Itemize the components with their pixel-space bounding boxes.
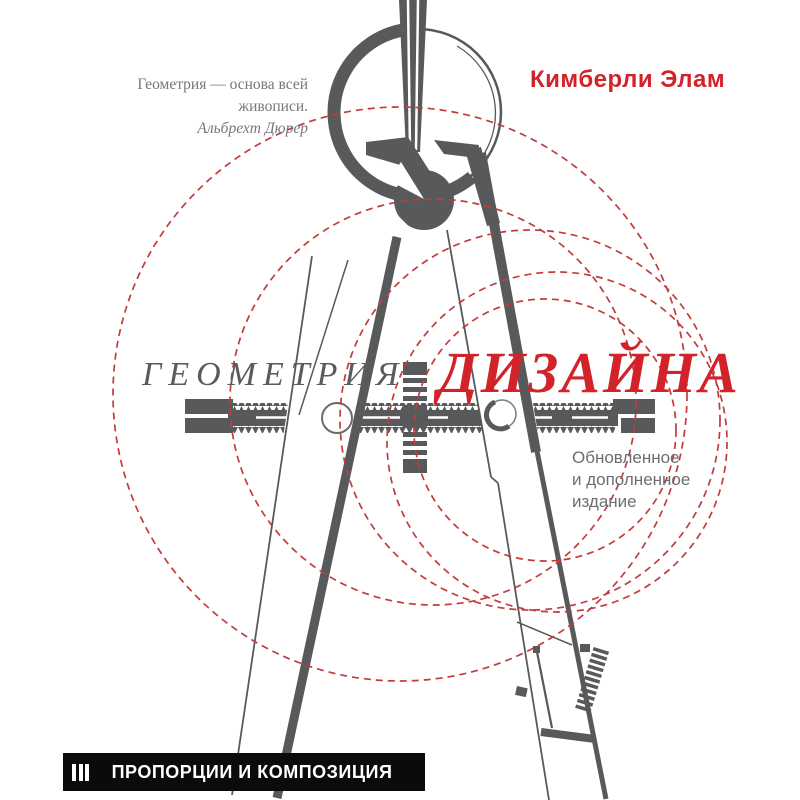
edition-line: Обновленное — [572, 448, 680, 467]
publisher-logo-icon — [72, 764, 89, 781]
title-word-design: ДИЗАЙНА — [438, 340, 741, 405]
edition-note — [572, 447, 690, 513]
epigraph-text: Геометрия — основа всей живописи. — [137, 76, 308, 115]
series-bar — [63, 753, 425, 791]
author-name: Кимберли Элам — [530, 66, 726, 93]
title-word-geometry: ГЕОМЕТРИЯ — [142, 356, 406, 393]
adjusting-nut-left — [322, 403, 352, 433]
edition-line: и дополненное — [572, 470, 691, 489]
epigraph — [70, 74, 308, 140]
series-title: ПРОПОРЦИИ И КОМПОЗИЦИЯ — [111, 761, 393, 782]
compass-left-leg — [230, 232, 400, 800]
epigraph-attribution: Альбрехт Дюрер — [197, 120, 308, 137]
handle — [399, 0, 427, 152]
edition-line: издание — [572, 492, 637, 511]
